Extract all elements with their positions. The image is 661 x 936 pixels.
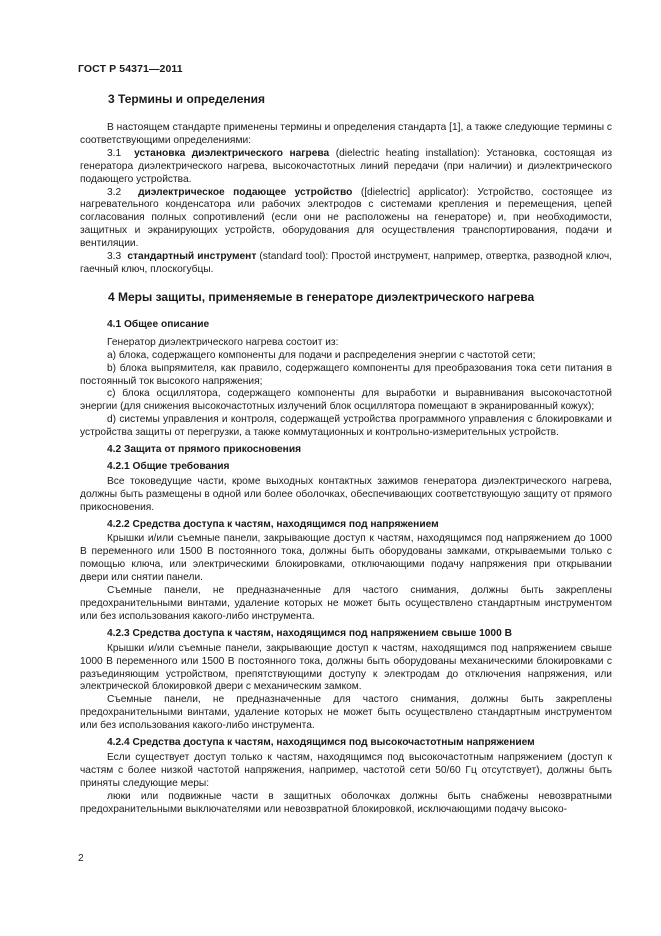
section-3-intro: В настоящем стандарте применены термины и определения стандарта [1], а также следующие термины с соответствующими определениями: bbox=[80, 122, 612, 146]
section-3-title: 3 Термины и определения bbox=[108, 92, 266, 106]
subsection-4-2-2-title: 4.2.2 Средства доступа к частям, находящимся под напряжением bbox=[107, 518, 439, 530]
list-item-d: d) системы управления и контроля, содержащей устройства программного управления с блокировками и устройства защиты от перегрузки, а также коммутационных и контрольно-измерительных устройств. bbox=[80, 414, 612, 439]
page-number: 2 bbox=[78, 853, 84, 864]
paragraph-4-2-4-2: люки или подвижные части в защитных оболочках должны быть снабжены невозвратными предохранительными выключателями или невозвратной блокировкой, исключающими подачу высоко- bbox=[80, 790, 612, 815]
term-definition: (standard tool): Простой инструмент, например, отвертка, разводной ключ, гаечный ключ, плоскогубцы. bbox=[80, 251, 612, 275]
paragraph-4-1-intro: Генератор диэлектрического нагрева состоит из: bbox=[107, 336, 339, 348]
paragraph-4-2-3-2: Съемные панели, не предназначенные для частого снимания, должны быть закреплены предохранительными винтами, удаление которых не может быть осуществлено стандартным инструментом или без использования какого-либо инструмента. bbox=[80, 694, 612, 732]
paragraph-4-2-2-2: Съемные панели, не предназначенные для частого снимания, должны быть закреплены предохранительными винтами, удаление которых не может быть осуществлено стандартным инструментом или без использования какого-либо инструмента. bbox=[80, 585, 612, 622]
paragraph-4-2-1: Все токоведущие части, кроме выходных контактных зажимов генератора диэлектрического нагрева, должны быть размещены в одной или более оболочках, обеспечивающих соответствующую защиту от прямого прикосновения. bbox=[80, 475, 612, 513]
term-number: 3.3 bbox=[107, 251, 122, 263]
list-item-a: а) блока, содержащего компоненты для подачи и распределения энергии с частотой сети; bbox=[107, 349, 536, 361]
term-3-2 bbox=[80, 187, 612, 252]
paragraph-4-2-3-1: Крышки и/или съемные панели, закрывающие доступ к частям, находящимся под напряжением свыше 1000 В переменного или 1500 В постоянного тока, должны быть оборудованы механическими блокировками с разъединяющим устройством, препятствующими доступу к электродам до отключения напряжения, или электрической блокировкой двери с механическим замком. bbox=[80, 642, 612, 693]
term-number: 3.1 bbox=[107, 147, 122, 159]
subsection-4-2-title: 4.2 Защита от прямого прикосновения bbox=[107, 444, 302, 456]
subsection-4-2-1-title: 4.2.1 Общие требования bbox=[107, 460, 230, 472]
term-definition: (dielectric heating installation): Установка, состоящая из генератора диэлектрического нагрева, высокочастотных линий передачи (при наличии) и диэлектрического подающего устройства. bbox=[80, 147, 612, 185]
subsection-4-1-title: 4.1 Общее описание bbox=[107, 318, 210, 330]
subsection-4-2-3-title: 4.2.3 Средства доступа к частям, находящимся под напряжением свыше 1000 В bbox=[107, 627, 512, 639]
term-name: диэлектрическое подающее устройство bbox=[138, 186, 353, 198]
term-name: установка диэлектрического нагрева bbox=[134, 147, 330, 159]
list-item-c: c) блока осциллятора, содержащего компоненты для выработки и выравнивания высокочастотной энергии (для снижения высокочастотных излучений блок осциллятора помещают в экранированный кожух); bbox=[80, 388, 612, 413]
standard-header: ГОСТ Р 54371—2011 bbox=[78, 63, 183, 75]
paragraph-4-2-2-1: Крышки и/или съемные панели, закрывающие доступ к частям, находящимся под напряжением до 1000 В переменного или 1500 В постоянного тока, должны быть оборудованы замками, открываемыми только с помощью ключа, или электрическими блокировками, отключающими подачу напряжения при открывании двери или снятии панели. bbox=[80, 533, 612, 584]
page-content bbox=[80, 92, 612, 817]
term-number: 3.2 bbox=[107, 186, 122, 198]
term-definition: ([dielectric] applicator): Устройство, состоящее из нагревательного конденсатора или рабочих электродов с системами крепления и перемещения, цепей согласования полных сопротивлений (если они не расположены на генераторе) и, при необходимости, защитных и экранирующих устройств, оборудования для осуществления транспортирования, подачи и вентиляции. bbox=[80, 186, 612, 250]
subsection-4-2-4-title: 4.2.4 Средства доступа к частям, находящимся под высокочастотным напряжением bbox=[107, 737, 535, 749]
term-3-3 bbox=[80, 251, 612, 277]
list-item-b: b) блока выпрямителя, как правило, содержащего компоненты для преобразования тока сети питания в постоянный ток высокого напряжения; bbox=[80, 362, 612, 387]
paragraph-4-2-4-1: Если существует доступ только к частям, находящимся под высокочастотным напряжением (доступ к частям с более низкой частотой напряжения, например, частотой сети 50/60 Гц отсутствует), должны быть приняты следующие меры: bbox=[80, 751, 612, 789]
term-name: стандартный инструмент bbox=[127, 251, 257, 263]
term-3-1 bbox=[80, 148, 612, 187]
section-4-title: 4 Меры защиты, применяемые в генераторе диэлектрического нагрева bbox=[108, 289, 535, 304]
